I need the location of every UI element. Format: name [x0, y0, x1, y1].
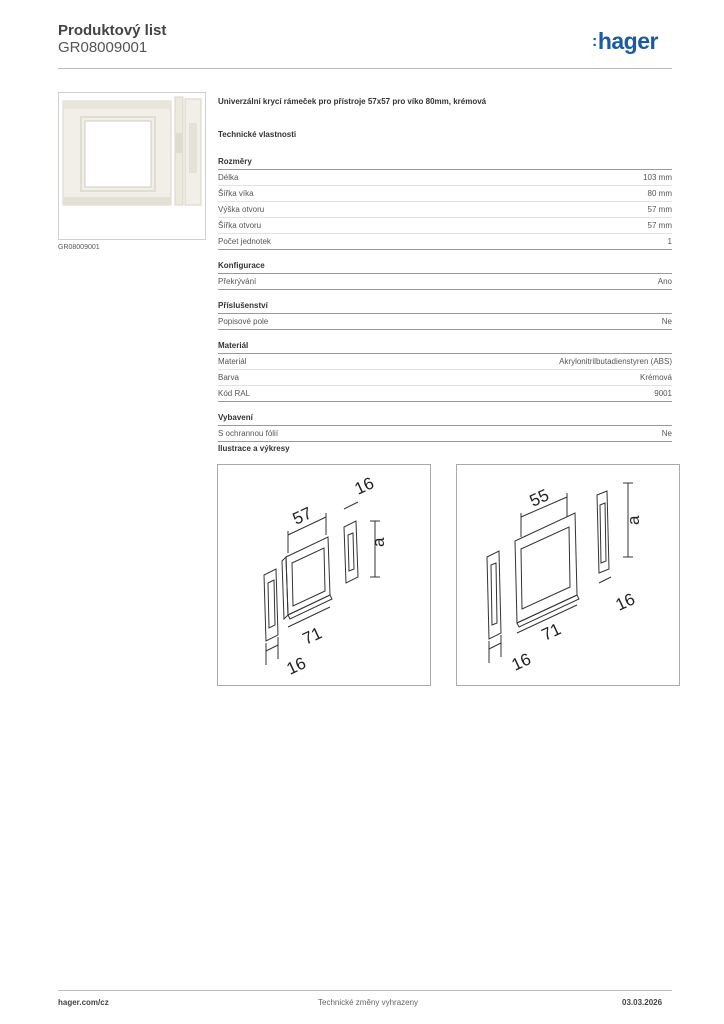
- spec-table: [218, 156, 672, 452]
- spec-value: 9001: [654, 389, 672, 398]
- spec-value: 80 mm: [647, 189, 672, 198]
- spec-row: [218, 186, 672, 202]
- section-title: Vybavení: [218, 412, 672, 426]
- section-title: Konfigurace: [218, 260, 672, 274]
- dim-width-top: 57: [289, 503, 315, 529]
- section-title: Materiál: [218, 340, 672, 354]
- spec-row: [218, 202, 672, 218]
- spec-value: 103 mm: [643, 173, 672, 182]
- spec-label: Materiál: [218, 357, 247, 366]
- product-image: [58, 92, 206, 240]
- spec-label: Výška otvoru: [218, 205, 265, 214]
- spec-label: Délka: [218, 173, 239, 182]
- product-code: GR08009001: [58, 39, 148, 56]
- brand-logo: [592, 28, 658, 55]
- spec-value: 57 mm: [647, 205, 672, 214]
- spec-label: Šířka otvoru: [218, 221, 262, 230]
- dim-width-bottom: 71: [538, 619, 564, 645]
- spec-value: Ano: [657, 277, 672, 286]
- footer-website-link[interactable]: hager.com/cz: [58, 998, 109, 1007]
- footer-notice: Technické změny vyhrazeny: [318, 998, 419, 1007]
- spec-row: [218, 370, 672, 386]
- section-title: Rozměry: [218, 156, 672, 170]
- spec-section-configuration: [218, 260, 672, 290]
- spec-label: S ochrannou fólií: [218, 429, 279, 438]
- spec-row: [218, 234, 672, 250]
- spec-section-dimensions: [218, 156, 672, 250]
- spec-row: [218, 274, 672, 290]
- spec-value: Ne: [661, 317, 672, 326]
- technical-drawing-2: [456, 464, 680, 686]
- spec-value: 1: [667, 237, 672, 246]
- dim-side-right: 16: [612, 589, 638, 615]
- dim-side-bottom: 16: [283, 653, 309, 679]
- footer-divider: [58, 990, 672, 991]
- spec-row: [218, 386, 672, 402]
- frame-drawing-1-icon: [218, 465, 430, 685]
- section-title: Příslušenství: [218, 300, 672, 314]
- spec-row: [218, 170, 672, 186]
- spec-section-material: [218, 340, 672, 402]
- spec-label: Barva: [218, 373, 239, 382]
- logo-text: hager: [597, 28, 658, 54]
- spec-label: Šířka víka: [218, 189, 254, 198]
- dim-width-top: 55: [526, 485, 552, 511]
- dim-side-bottom: 16: [508, 649, 534, 675]
- frame-drawing-2-icon: [457, 465, 679, 685]
- spec-value: Krémová: [639, 373, 672, 382]
- dim-height: a: [624, 515, 643, 525]
- spec-value: Akrylonitrilbutadienstyren (ABS): [559, 357, 672, 366]
- spec-row: [218, 426, 672, 442]
- spec-row: [218, 218, 672, 234]
- logo-dots-icon: :: [592, 33, 597, 50]
- spec-value: 57 mm: [647, 221, 672, 230]
- image-caption: GR08009001: [58, 244, 100, 251]
- spec-label: Popisové pole: [218, 317, 269, 326]
- spec-row: [218, 354, 672, 370]
- product-description: Univerzální krycí rámeček pro přístroje 57x57 pro víko 80mm, krémová: [218, 97, 487, 106]
- spec-label: Kód RAL: [218, 389, 251, 398]
- spec-label: Překrývání: [218, 277, 257, 286]
- spec-section-accessories: [218, 300, 672, 330]
- dim-side-top: 16: [351, 473, 377, 499]
- technical-drawing-1: [217, 464, 431, 686]
- footer-date: 03.03.2026: [622, 998, 663, 1007]
- illustrations-heading: Ilustrace a výkresy: [218, 444, 290, 453]
- tech-properties-heading: Technické vlastnosti: [218, 130, 297, 139]
- spec-section-equipment: [218, 412, 672, 442]
- header-divider: [58, 68, 672, 69]
- dim-height: a: [369, 537, 388, 547]
- dim-width-bottom: 71: [299, 623, 325, 649]
- spec-value: Ne: [661, 429, 672, 438]
- spec-row: [218, 314, 672, 330]
- frame-photo-icon: [59, 93, 205, 239]
- spec-label: Počet jednotek: [218, 237, 271, 246]
- page-title: Produktový list: [58, 22, 167, 39]
